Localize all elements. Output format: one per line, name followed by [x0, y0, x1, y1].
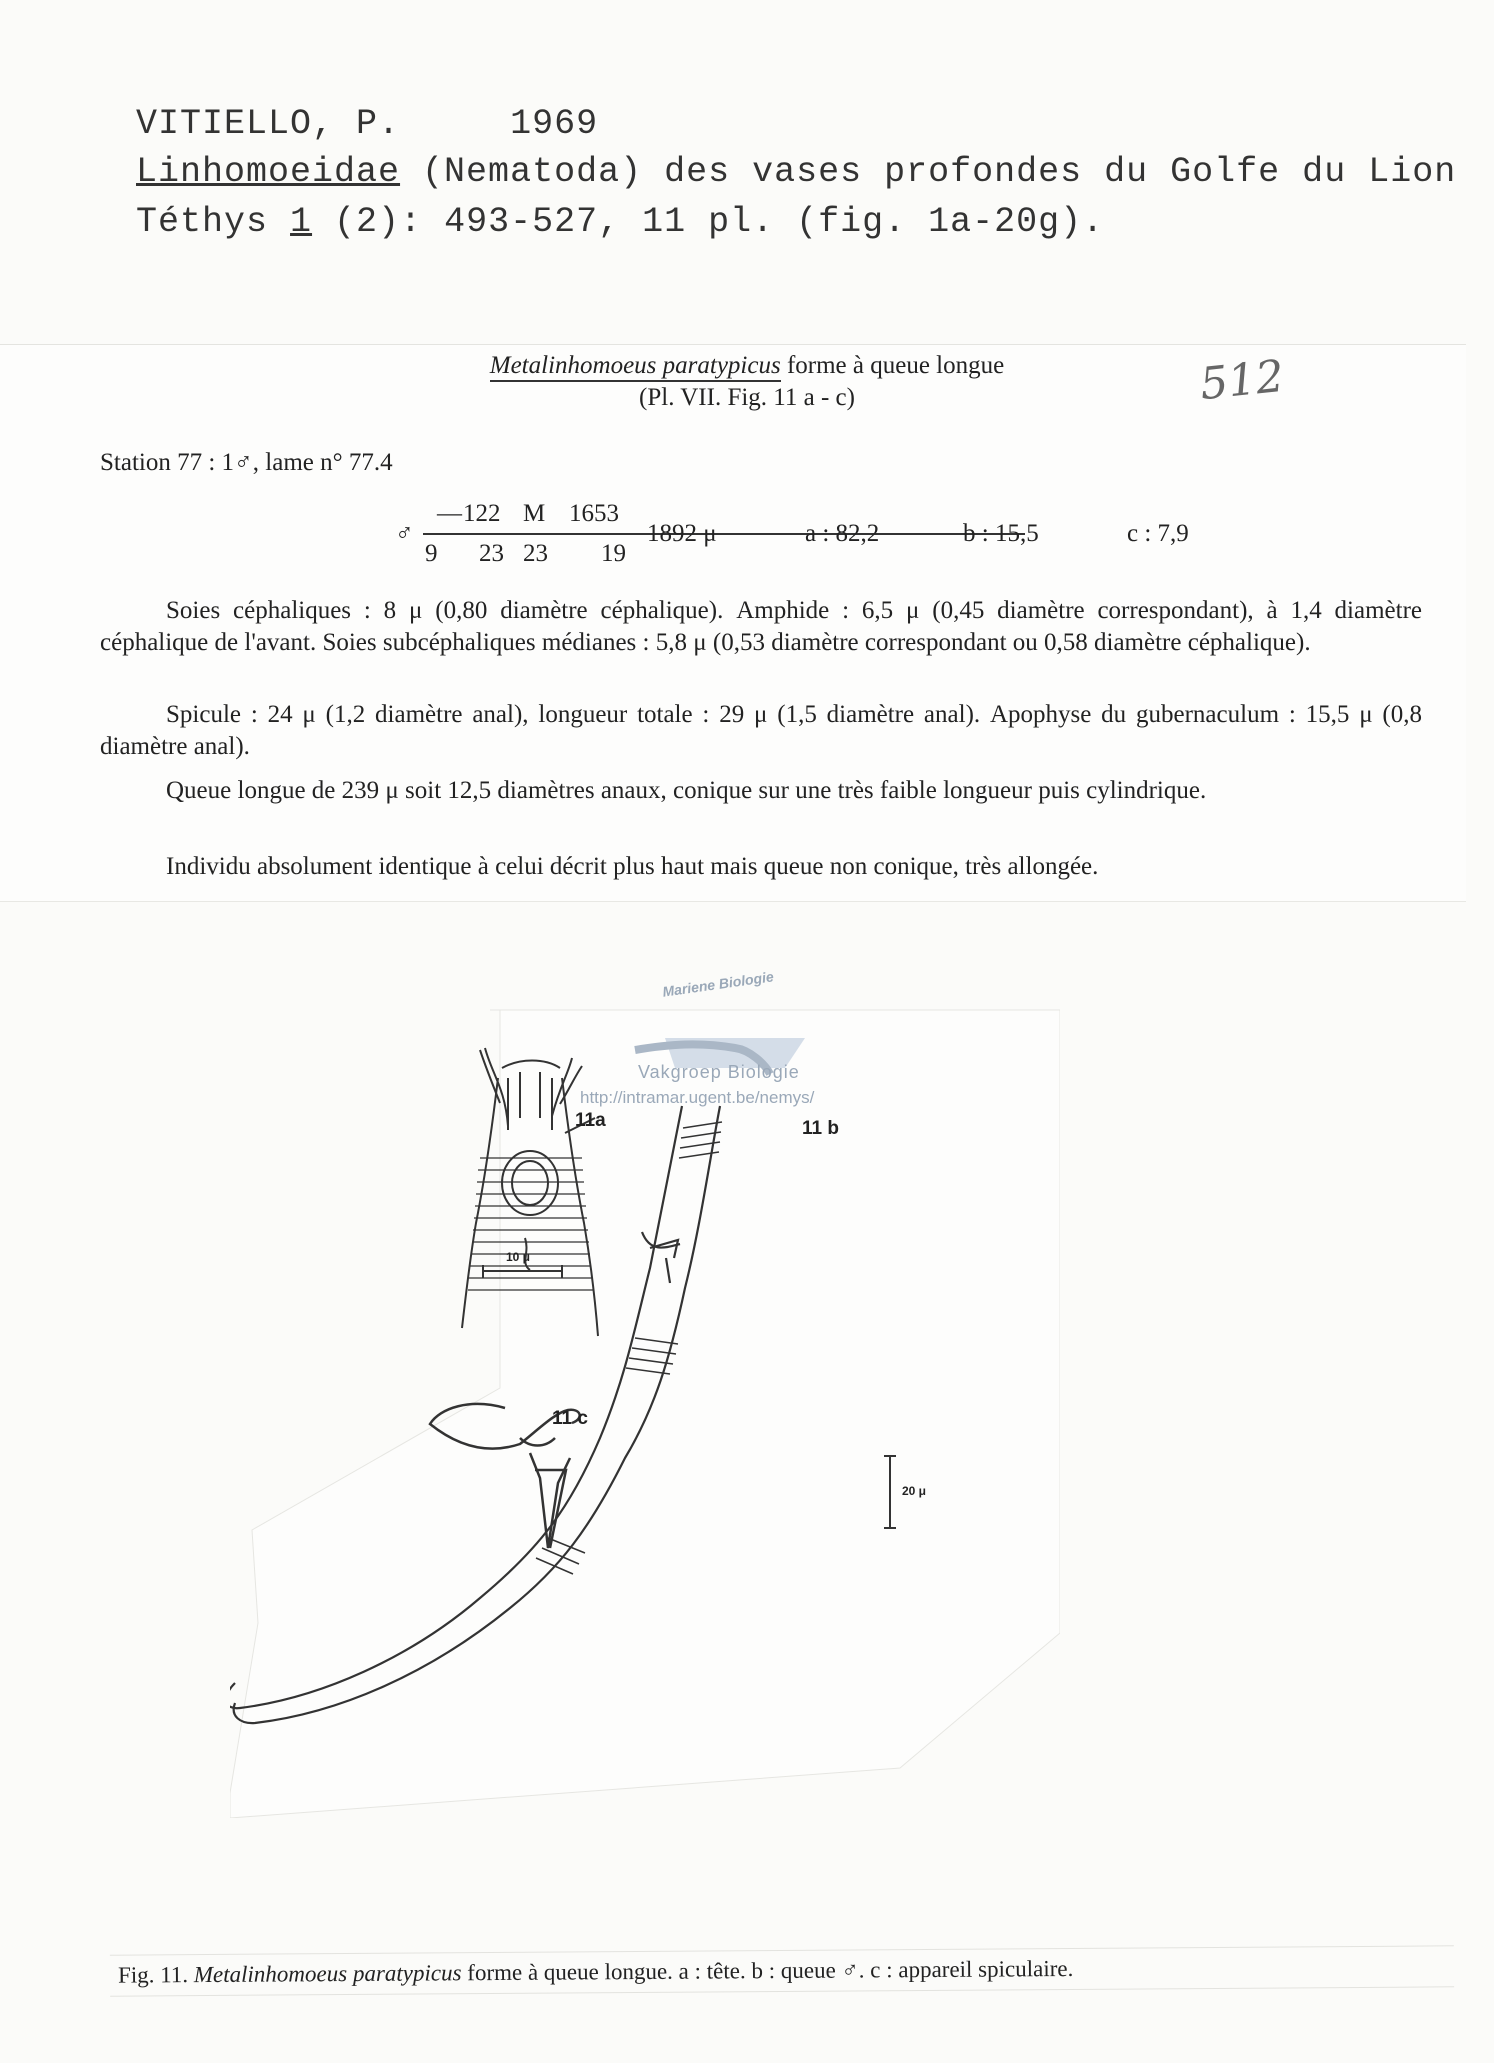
scale-label-b: 20 μ — [902, 1484, 927, 1498]
formula-a: a : 82,2 — [805, 520, 880, 547]
citation-family: Linhomoeidae — [136, 152, 401, 192]
figure-11 — [230, 968, 1060, 1818]
formula-den-2: 23 — [479, 540, 504, 567]
species-name: Metalinhomoeus paratypicus — [489, 352, 781, 379]
formula-num-3: M — [523, 500, 546, 527]
formula-num-2: 122 — [463, 500, 501, 527]
paragraph-setae: Soies céphaliques : 8 μ (0,80 diamètre céphalique). Amphide : 6,5 μ (0,45 diamètre correspondant), à 1,4 diamètre céphalique de l'avant. Soies subcéphaliques médianes : 5,8 μ (0,53 diamètre correspondant ou 0,58 diamètre céphalique). — [100, 597, 1422, 656]
figure-drawing — [230, 1008, 1060, 1818]
formula-den-1: 9 — [425, 540, 438, 567]
handwritten-number: 512 — [1197, 350, 1287, 411]
paragraph-spicule: Spicule : 24 μ (1,2 diamètre anal), longueur totale : 29 μ (1,5 diamètre anal). Apophyse du gubernaculum : 15,5 μ (0,8 diamètre anal). — [100, 701, 1422, 760]
formula-num-1: — — [437, 500, 462, 527]
formula-den-3: 23 — [523, 540, 548, 567]
watermark-group: Vakgroep Biologie — [638, 1062, 800, 1082]
citation-journal: Téthys — [136, 202, 291, 242]
figure-label-a: 11a — [575, 1110, 606, 1131]
citation-pages: (2): 493-527, 11 pl. (fig. 1a-20g). — [312, 202, 1105, 242]
formula-sex: ♂ — [395, 520, 414, 547]
caption-species: Metalinhomoeus paratypicus — [193, 1960, 462, 1988]
figure-label-b: 11 b — [802, 1118, 839, 1139]
watermark-arc: Mariene Biologie — [661, 968, 775, 1000]
paragraph-tail: Queue longue de 239 μ soit 12,5 diamètres anaux, conique sur une très faible longueur puis cylindrique. — [166, 777, 1207, 804]
plate-reference: (Pl. VII. Fig. 11 a - c) — [639, 384, 855, 411]
station-line: Station 77 : 1♂, lame n° 77.4 — [100, 449, 393, 476]
formula-bar — [423, 533, 1025, 535]
paragraph-remark: Individu absolument identique à celui décrit plus haut mais queue non conique, très allongée. — [166, 853, 1099, 880]
formula-den-4: 19 — [601, 540, 626, 567]
scale-label-a: 10 μ — [506, 1250, 531, 1264]
figure-caption: Fig. 11. Metalinhomoeus paratypicus forme à queue longue. a : tête. b : queue ♂. c : appareil spiculaire. — [110, 1945, 1454, 1996]
citation-title-line — [136, 152, 1456, 192]
citation-author: VITIELLO, P. — [136, 104, 401, 144]
formula-length: 1892 μ — [647, 520, 717, 547]
citation-journal-line — [136, 202, 1104, 242]
de-man-formula — [395, 500, 1195, 570]
citation-year: 1969 — [510, 104, 599, 144]
formula-num-4: 1653 — [569, 500, 619, 527]
citation-volume: 1 — [290, 202, 313, 242]
citation-title: (Nematoda) des vases profondes du Golfe du Lion — [400, 152, 1457, 192]
formula-c: c : 7,9 — [1127, 520, 1189, 547]
formula-b: b : 15,5 — [963, 520, 1039, 547]
form-name: forme à queue longue — [780, 352, 1005, 379]
figure-label-c: 11 c — [552, 1408, 588, 1429]
citation-author-line — [136, 104, 598, 144]
watermark-url: http://intramar.ugent.be/nemys/ — [580, 1088, 815, 1107]
